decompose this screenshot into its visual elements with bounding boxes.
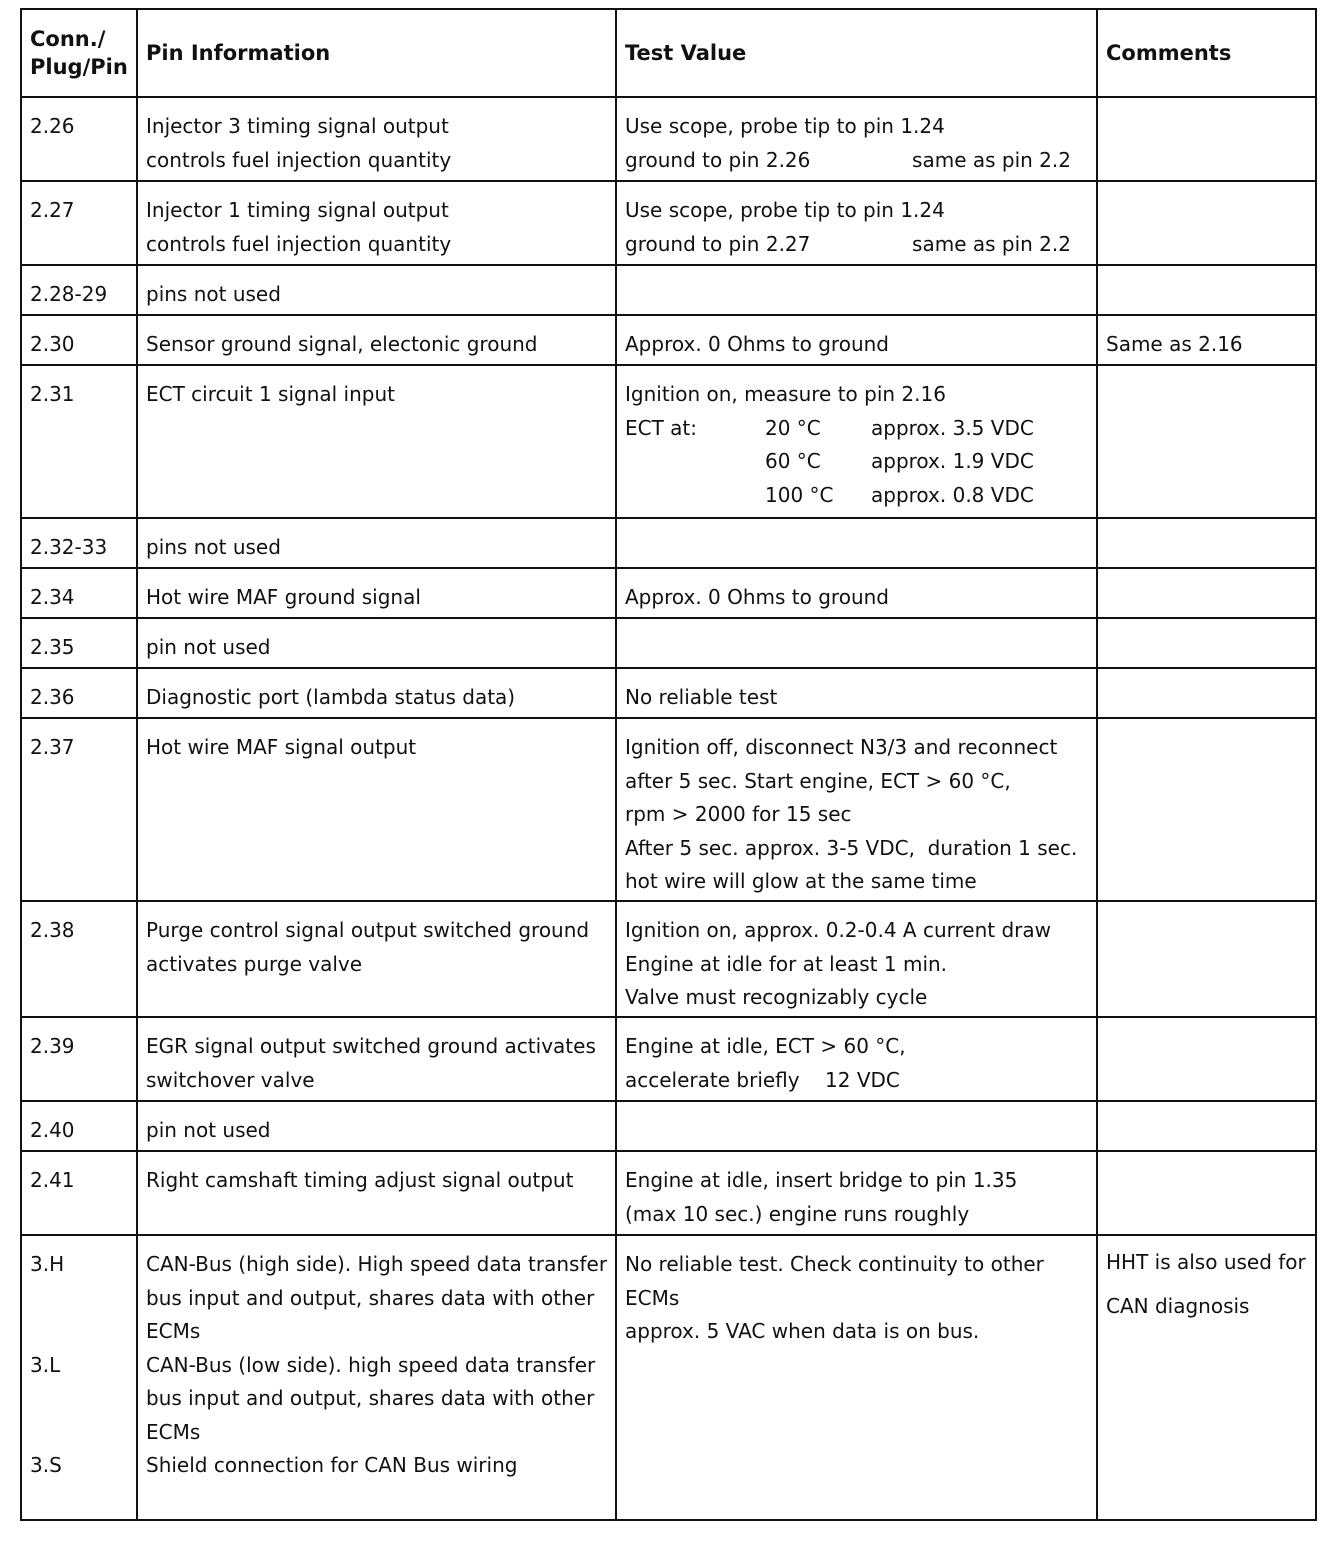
info-line: switchover valve (146, 1067, 315, 1092)
test-line: Engine at idle for at least 1 min. (625, 951, 948, 976)
test-line (625, 144, 1071, 178)
test-line: accelerate briefly 12 VDC (625, 1067, 900, 1092)
test-cell (616, 518, 1097, 568)
header-conn-line1: Conn./ (30, 27, 106, 51)
pin-cell: 2.34 (21, 568, 137, 618)
header-comments: Comments (1097, 9, 1316, 97)
pin-cell: 2.36 (21, 668, 137, 718)
pin-cell: 2.40 (21, 1101, 137, 1151)
table-row (21, 97, 1316, 181)
table-row (21, 718, 1316, 901)
test-line: rpm > 2000 for 15 sec (625, 802, 852, 826)
test-right: same as pin 2.2 (912, 231, 1071, 256)
test-line: Engine at idle, ECT > 60 °C, (625, 1034, 906, 1058)
comment-cell (1097, 901, 1316, 1017)
test-line: Ignition on, measure to pin 2.16 (625, 382, 946, 406)
ect-row (625, 445, 1088, 479)
info-cell (137, 97, 616, 181)
info-line: activates purge valve (146, 951, 363, 976)
test-line: Ignition off, disconnect N3/3 and reconnect (625, 735, 1058, 759)
ect-spacer (625, 479, 765, 513)
info-cell: Hot wire MAF signal output (137, 718, 616, 901)
info-cell: Sensor ground signal, electonic ground (137, 315, 616, 365)
info-line: bus input and output, shares data with other (146, 1386, 595, 1410)
header-conn (21, 9, 137, 97)
info-line: Injector 3 timing signal output (146, 114, 449, 138)
test-right: same as pin 2.2 (912, 147, 1071, 172)
comment-cell (1097, 568, 1316, 618)
test-cell (616, 718, 1097, 901)
table-row (21, 518, 1316, 568)
ect-volt: approx. 3.5 VDC (871, 415, 1034, 440)
ect-temp: 60 °C (765, 449, 821, 473)
test-cell (616, 265, 1097, 315)
test-line: Engine at idle, insert bridge to pin 1.35 (625, 1168, 1018, 1192)
test-cell (616, 1101, 1097, 1151)
info-cell: pin not used (137, 618, 616, 668)
header-row (21, 9, 1316, 97)
info-line: Purge control signal output switched ground (146, 918, 590, 942)
test-line: Use scope, probe tip to pin 1.24 (625, 198, 945, 222)
test-cell: No reliable test (616, 668, 1097, 718)
pin-cell: 2.39 (21, 1017, 137, 1101)
test-line: No reliable test. Check continuity to other (625, 1252, 1044, 1276)
spacer (30, 1416, 128, 1450)
header-conn-line2: Plug/Pin (30, 55, 128, 79)
info-cell (137, 1235, 616, 1520)
info-cell: Diagnostic port (lambda status data) (137, 668, 616, 718)
test-cell (616, 1151, 1097, 1235)
ect-label: ECT at: (625, 415, 698, 440)
comment-cell (1097, 618, 1316, 668)
test-line: (max 10 sec.) engine runs roughly (625, 1201, 970, 1226)
info-cell: Right camshaft timing adjust signal output (137, 1151, 616, 1235)
ect-volt: approx. 0.8 VDC (871, 482, 1034, 507)
test-cell: Approx. 0 Ohms to ground (616, 568, 1097, 618)
info-line: bus input and output, shares data with other (146, 1285, 595, 1310)
table-row-can-bus (21, 1235, 1316, 1520)
comment-cell (1097, 181, 1316, 265)
pin-cell: 2.30 (21, 315, 137, 365)
info-cell: pins not used (137, 265, 616, 315)
info-cell: pin not used (137, 1101, 616, 1151)
can-pin-low: 3.L (30, 1352, 61, 1377)
spacer (30, 1382, 128, 1416)
ect-volt: approx. 1.9 VDC (871, 449, 1034, 473)
table-row (21, 618, 1316, 668)
pin-cell: 2.31 (21, 365, 137, 518)
info-line: ECMs (146, 1419, 201, 1444)
test-line: Valve must recognizably cycle (625, 985, 928, 1009)
ect-row (625, 412, 1088, 446)
info-cell: pins not used (137, 518, 616, 568)
info-cell: ECT circuit 1 signal input (137, 365, 616, 518)
spacer (30, 1282, 128, 1316)
pin-cell: 2.32-33 (21, 518, 137, 568)
table-row (21, 315, 1316, 365)
comment-cell: Same as 2.16 (1097, 315, 1316, 365)
table-row (21, 668, 1316, 718)
comment-cell (1097, 1017, 1316, 1101)
header-pin-info: Pin Information (137, 9, 616, 97)
test-line: after 5 sec. Start engine, ECT > 60 °C, (625, 768, 1011, 793)
pin-cell: 2.37 (21, 718, 137, 901)
test-cell (616, 1017, 1097, 1101)
info-line: CAN-Bus (low side). high speed data transfer (146, 1352, 596, 1377)
table-row (21, 1101, 1316, 1151)
comment-cell (1097, 265, 1316, 315)
test-cell: Approx. 0 Ohms to ground (616, 315, 1097, 365)
pin-information-table (20, 8, 1317, 1521)
table-row (21, 568, 1316, 618)
info-line: controls fuel injection quantity (146, 231, 452, 256)
test-line: After 5 sec. approx. 3-5 VDC, duration 1 sec. (625, 835, 1078, 860)
info-cell (137, 1017, 616, 1101)
comment-cell (1097, 1151, 1316, 1235)
table-row (21, 265, 1316, 315)
info-cell: Hot wire MAF ground signal (137, 568, 616, 618)
test-cell (616, 365, 1097, 518)
comment-cell (1097, 97, 1316, 181)
pin-cell: 2.27 (21, 181, 137, 265)
test-cell (616, 1235, 1097, 1520)
comment-cell (1097, 1101, 1316, 1151)
test-line: Ignition on, approx. 0.2-0.4 A current draw (625, 918, 1051, 942)
test-left: ground to pin 2.27 (625, 231, 811, 256)
pin-cell: 2.38 (21, 901, 137, 1017)
info-line: Shield connection for CAN Bus wiring (146, 1453, 518, 1477)
test-line: ECMs (625, 1285, 680, 1310)
test-cell (616, 618, 1097, 668)
info-cell (137, 181, 616, 265)
ect-temp: 100 °C (765, 482, 834, 507)
test-line (625, 228, 1071, 262)
comment-cell (1097, 1235, 1316, 1520)
comment-cell (1097, 718, 1316, 901)
test-line: Use scope, probe tip to pin 1.24 (625, 114, 945, 138)
pin-cell: 2.28-29 (21, 265, 137, 315)
comment-line: CAN diagnosis (1106, 1294, 1250, 1318)
table-row (21, 901, 1316, 1017)
pin-cell: 2.35 (21, 618, 137, 668)
comment-cell (1097, 668, 1316, 718)
table-row (21, 1017, 1316, 1101)
test-left: ground to pin 2.26 (625, 147, 811, 172)
info-cell (137, 901, 616, 1017)
info-line: controls fuel injection quantity (146, 147, 452, 172)
header-test-value: Test Value (616, 9, 1097, 97)
ect-row (625, 479, 1088, 513)
can-pin-shield: 3.S (30, 1453, 62, 1477)
info-line: ECMs (146, 1319, 201, 1343)
info-line: EGR signal output switched ground activates (146, 1034, 596, 1058)
pin-cell: 2.26 (21, 97, 137, 181)
spacer (30, 1315, 128, 1349)
ect-temp: 20 °C (765, 415, 821, 440)
test-cell (616, 97, 1097, 181)
test-cell (616, 181, 1097, 265)
table-row (21, 365, 1316, 518)
test-cell (616, 901, 1097, 1017)
comment-cell (1097, 365, 1316, 518)
test-line: approx. 5 VAC when data is on bus. (625, 1319, 980, 1343)
ect-spacer (625, 445, 765, 479)
pin-cell: 2.41 (21, 1151, 137, 1235)
table-row (21, 1151, 1316, 1235)
can-pin-high: 3.H (30, 1252, 65, 1276)
comment-line: HHT is also used for (1106, 1250, 1306, 1274)
info-line: Injector 1 timing signal output (146, 198, 449, 222)
comment-cell (1097, 518, 1316, 568)
info-line: CAN-Bus (high side). High speed data transfer (146, 1252, 608, 1276)
table-row (21, 181, 1316, 265)
pin-cell (21, 1235, 137, 1520)
test-line: hot wire will glow at the same time (625, 869, 977, 893)
